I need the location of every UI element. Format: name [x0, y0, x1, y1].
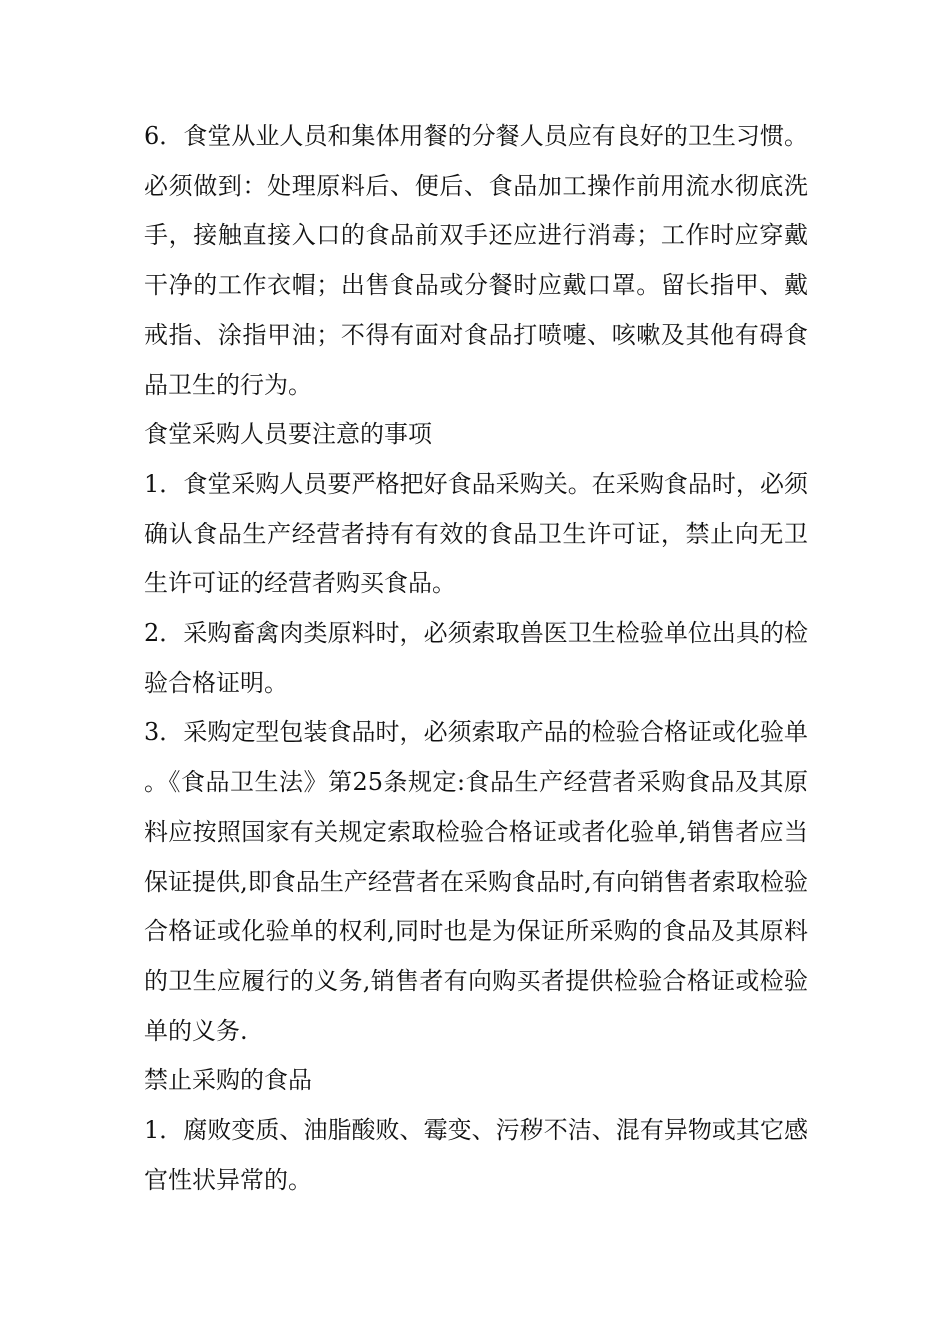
paragraph-hygiene-habits: 6．食堂从业人员和集体用餐的分餐人员应有良好的卫生习惯。必须做到：处理原料后、便后、食品加工操作前用流水彻底洗手，接触直接入口的食品前双手还应进行消毒；工作时应穿戴干净的工作衣帽；出售食品或分餐时应戴口罩。留长指甲、戴戒指、涂指甲油；不得有面对食品打喷嚏、咳嗽及其他有碍食品卫生的行为。 [144, 122, 808, 399]
paragraph-purchase-item-3: 3．采购定型包装食品时，必须索取产品的检验合格证或化验单。《食品卫生法》第25条规定:食品生产经营者采购食品及其原料应按照国家有关规定索取检验合格证或者化验单,销售者应当保证提供,即食品生产经营者在采购食品时,有向销售者索取检验合格证或化验单的权利,同时也是为保证所采购的食品及其原料的卫生应履行的义务,销售者有向购买者提供检验合格证或检验单的义务. [144, 718, 808, 1045]
heading-purchasing-notes: 食堂采购人员要注意的事项 [144, 420, 432, 449]
heading-prohibited-foods: 禁止采购的食品 [144, 1066, 312, 1095]
paragraph-prohibited-item-1: 1．腐败变质、油脂酸败、霉变、污秽不洁、混有异物或其它感官性状异常的。 [144, 1116, 808, 1194]
paragraph-purchase-item-2: 2．采购畜禽肉类原料时，必须索取兽医卫生检验单位出具的检验合格证明。 [144, 619, 808, 697]
document-page [144, 112, 808, 1205]
paragraph-purchase-item-1: 1．食堂采购人员要严格把好食品采购关。在采购食品时，必须确认食品生产经营者持有有效的食品卫生许可证，禁止向无卫生许可证的经营者购买食品。 [144, 469, 808, 598]
